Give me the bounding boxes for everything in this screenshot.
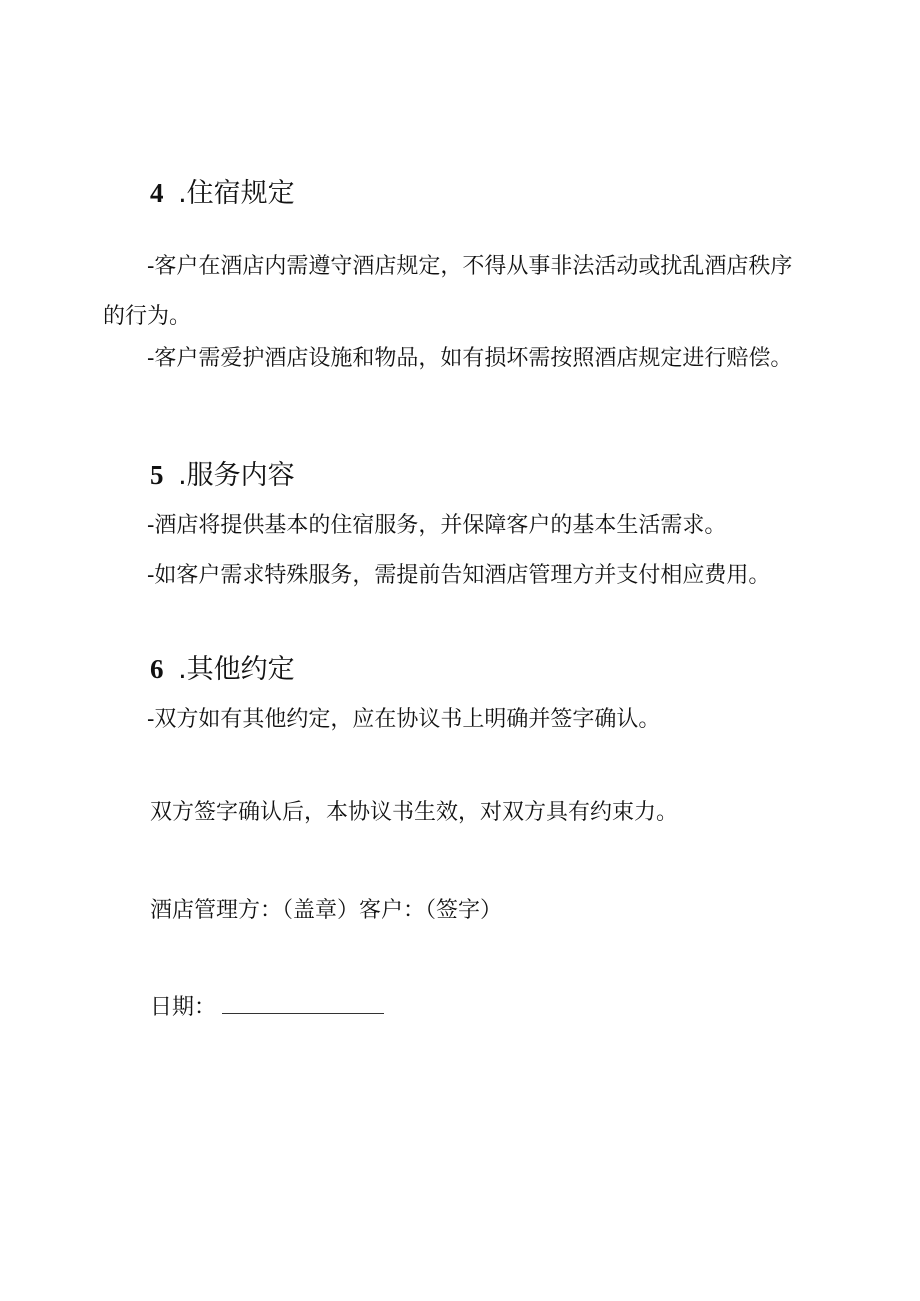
section-heading-4 [150, 176, 295, 211]
date-blank [222, 993, 384, 1014]
section-number: 6 [150, 654, 164, 684]
section-heading-5 [150, 458, 295, 493]
closing-statement: 双方签字确认后，本协议书生效，对双方具有约束力。 [150, 800, 679, 825]
paragraph: -客户需爱护酒店设施和物品，如有损坏需按照酒店规定进行赔偿。 [147, 346, 793, 371]
section-heading-6 [150, 652, 295, 687]
paragraph: -如客户需求特殊服务，需提前告知酒店管理方并支付相应费用。 [147, 563, 771, 588]
paragraph: -酒店将提供基本的住宿服务，并保障客户的基本生活需求。 [147, 513, 727, 538]
paragraph: -客户在酒店内需遵守酒店规定，不得从事非法活动或扰乱酒店秩序的行为。 [103, 254, 793, 329]
paragraph: -双方如有其他约定，应在协议书上明确并签字确认。 [147, 707, 661, 732]
section-title: .其他约定 [178, 654, 295, 685]
date-label: 日期： [150, 995, 217, 1020]
section-title: .服务内容 [178, 460, 295, 491]
date-row [150, 992, 384, 1024]
section-number: 4 [150, 178, 164, 208]
section-title: .住宿规定 [178, 178, 295, 209]
signature-line: 酒店管理方：（盖章）客户：（签字） [150, 898, 503, 923]
section-number: 5 [150, 460, 164, 490]
